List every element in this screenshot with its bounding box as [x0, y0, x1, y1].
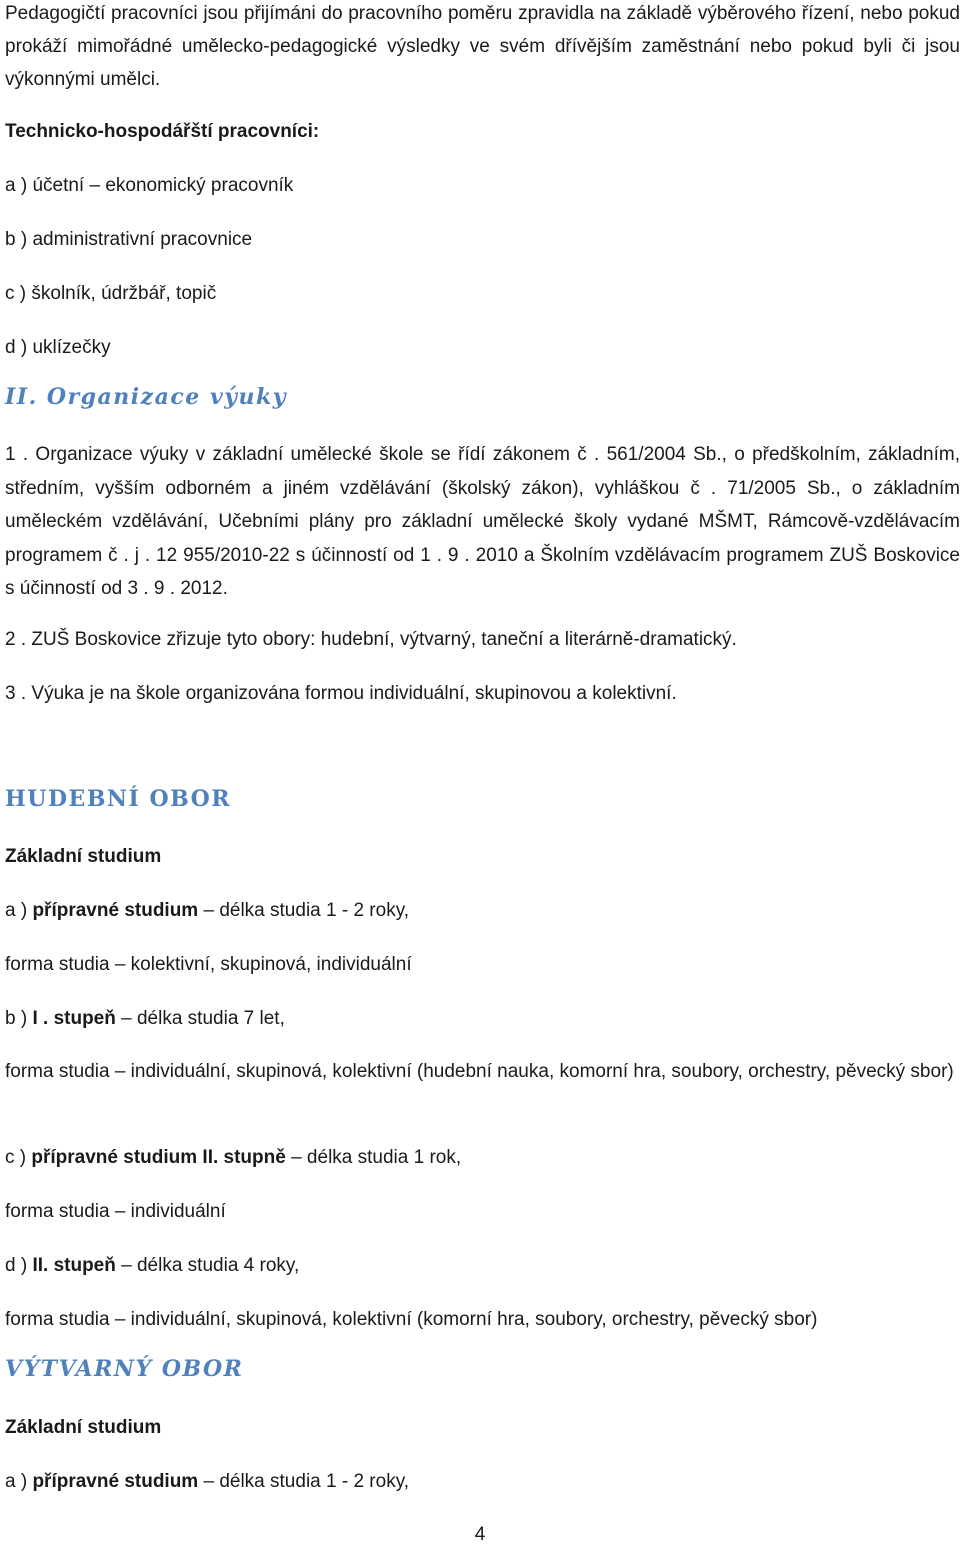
- music-item-b-form: forma studia – individuální, skupinová, kolektivní (hudební nauka, komorní hra, soubory, orchestry, pěvecký sbor): [5, 1061, 954, 1082]
- tech-staff-item-b: b ) administrativní pracovnice: [5, 229, 253, 250]
- music-item-a-prefix: a ): [5, 900, 33, 921]
- music-item-c-title: přípravné studium II. stupně: [31, 1147, 286, 1168]
- tech-staff-item-d: d ) uklízečky: [5, 337, 111, 358]
- section2-paragraph-2: 2 . ZUŠ Boskovice zřizuje tyto obory: hudební, výtvarný, taneční a literárně-dramatický.: [5, 629, 737, 650]
- music-item-d-form: forma studia – individuální, skupinová, kolektivní (komorní hra, soubory, orchestry, pěvecký sbor): [5, 1309, 818, 1330]
- tech-staff-heading: Technicko-hospodářští pracovníci:: [5, 121, 320, 142]
- visual-item-a: [5, 1465, 960, 1498]
- section-heading-vytvarny: VÝTVARNÝ OBOR: [5, 1356, 244, 1382]
- music-item-b-prefix: b ): [5, 1008, 33, 1029]
- page-number: 4: [474, 1524, 486, 1545]
- music-item-d-detail: – délka studia 4 roky,: [115, 1255, 300, 1276]
- music-item-a-title: přípravné studium: [32, 900, 199, 921]
- music-item-c-detail: – délka studia 1 rok,: [285, 1147, 462, 1168]
- music-item-a: [5, 894, 960, 927]
- intro-paragraph: Pedagogičtí pracovníci jsou přijímáni do pracovního poměru zpravidla na základě výběrového řízení, nebo pokud prokáží mimořádné umělecko-pedagogické výsledky ve svém dřívějším zaměstnání nebo pokud byli či jsou výkonnými umělci.: [5, 3, 960, 90]
- section-heading-organizace: II. Organizace výuky: [5, 384, 288, 410]
- music-item-d-prefix: d ): [5, 1255, 33, 1276]
- music-item-a-form: forma studia – kolektivní, skupinová, individuální: [5, 954, 412, 975]
- tech-staff-item-c: c ) školník, údržbář, topič: [5, 283, 217, 304]
- music-subheading: Základní studium: [5, 846, 162, 867]
- visual-subheading: Základní studium: [5, 1417, 162, 1438]
- section2-paragraph-3: 3 . Výuka je na škole organizována formou individuální, skupinovou a kolektivní.: [5, 683, 677, 704]
- section2-paragraph-1: 1 . Organizace výuky v základní umělecké škole se řídí zákonem č . 561/2004 Sb., o předškolním, základním, středním, vyšším odborném a jiném vzdělávání (školský zákon), vyhláškou č . 71/2005 Sb., o základním uměleckém vzdělávání, Učebními plány pro základní umělecké školy vydané MŠMT, Rámcově-vzdělávacím programem č . j . 12 955/2010-22 s účinností od 1 . 9 . 2010 a Školním vzdělávacím programem ZUŠ Boskovice s účinností od 3 . 9 . 2012.: [5, 444, 960, 599]
- visual-item-a-title: přípravné studium: [32, 1471, 199, 1492]
- music-item-b-title: I . stupeň: [32, 1008, 116, 1029]
- music-item-d: [5, 1249, 960, 1282]
- music-item-a-detail: – délka studia 1 - 2 roky,: [198, 900, 410, 921]
- visual-item-a-detail: – délka studia 1 - 2 roky,: [198, 1471, 410, 1492]
- section-heading-hudebni: HUDEBNÍ OBOR: [5, 786, 232, 812]
- music-item-b-detail: – délka studia 7 let,: [115, 1008, 285, 1029]
- tech-staff-item-a: a ) účetní – ekonomický pracovník: [5, 175, 294, 196]
- visual-item-a-prefix: a ): [5, 1471, 33, 1492]
- music-item-b: [5, 1002, 960, 1035]
- music-item-d-title: II. stupeň: [32, 1255, 116, 1276]
- music-item-c-prefix: c ): [5, 1147, 32, 1168]
- music-item-c: [5, 1141, 960, 1174]
- music-item-c-form: forma studia – individuální: [5, 1201, 226, 1222]
